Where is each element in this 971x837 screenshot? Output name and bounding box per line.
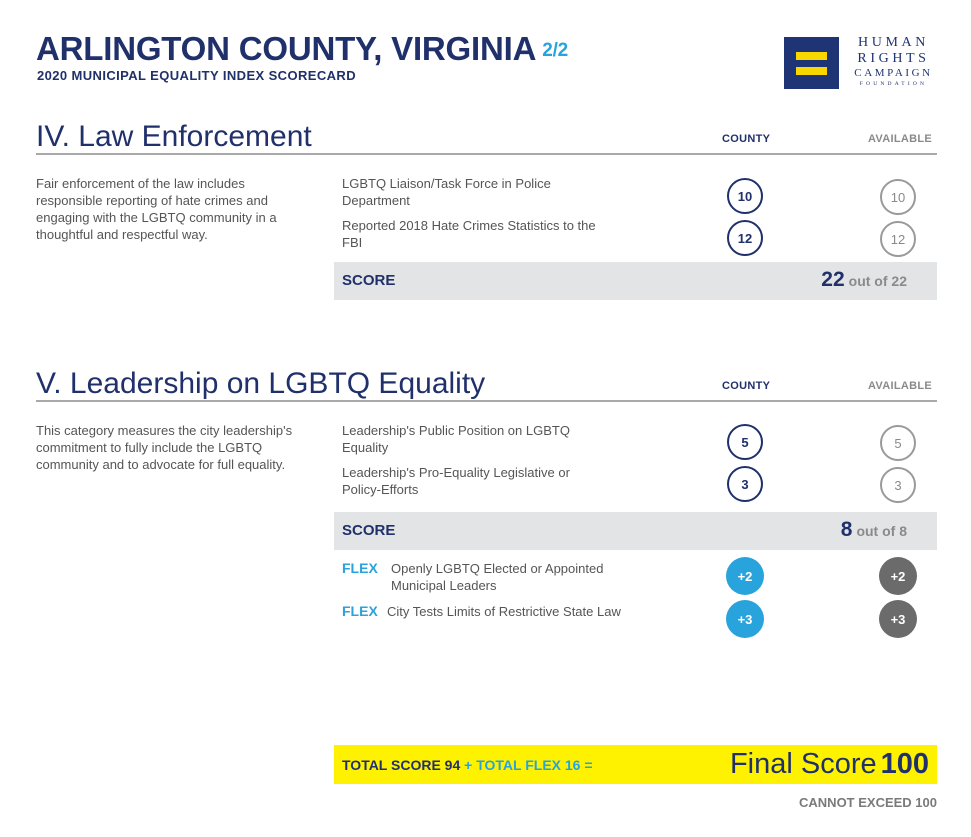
page-number: 2/2: [542, 40, 569, 61]
flex-available-score-circle: +2: [879, 557, 917, 595]
available-score-circle: 10: [880, 179, 916, 215]
flex-criterion-label: Openly LGBTQ Elected or Appointed Municipal Leaders: [391, 561, 604, 593]
section-title-law-enforcement: IV. Law Enforcement: [36, 120, 312, 153]
section-title-leadership: V. Leadership on LGBTQ Equality: [36, 367, 486, 400]
final-score-label: Final Score: [729, 748, 877, 780]
criterion-label: Leadership's Pro-Equality Legislative or Policy-Efforts: [342, 465, 570, 497]
section-divider: [36, 153, 937, 155]
final-score: [730, 748, 929, 781]
score-cap-note: CANNOT EXCEED 100: [799, 795, 937, 810]
logo-bar-bottom: [796, 67, 827, 75]
logo-line2: RIGHTS: [857, 51, 930, 66]
score-label: SCORE: [342, 272, 396, 289]
hrc-logo: [784, 35, 939, 90]
section-divider: [36, 400, 937, 402]
logo-bar-top: [796, 52, 827, 60]
score-out-of: out of 8: [856, 523, 907, 539]
logo-line4: FOUNDATION: [859, 81, 928, 87]
criterion-label: Reported 2018 Hate Crimes Statistics to the FBI: [342, 218, 596, 250]
logo-line3: CAMPAIGN: [854, 67, 933, 79]
score-number: 8: [840, 518, 853, 541]
equals-sign: =: [584, 757, 593, 773]
plus-sign: +: [464, 757, 473, 773]
criterion-label: LGBTQ Liaison/Task Force in Police Department: [342, 176, 551, 208]
total-formula: [342, 757, 593, 773]
page-title: [36, 30, 568, 68]
county-score-circle: 5: [727, 424, 763, 460]
column-header-available: AVAILABLE: [868, 133, 933, 145]
column-header-county: COUNTY: [722, 380, 771, 392]
logo-line1: HUMAN: [858, 35, 929, 50]
score-out-of: out of 22: [848, 273, 907, 289]
score-value: [841, 518, 907, 542]
available-score-circle: 12: [880, 221, 916, 257]
flex-tag: FLEX: [342, 603, 378, 619]
logo-wordmark: [846, 35, 941, 89]
available-score-circle: 3: [880, 467, 916, 503]
flex-county-score-circle: +3: [726, 600, 764, 638]
page-title-text: ARLINGTON COUNTY, VIRGINIA: [36, 30, 537, 67]
county-score-circle: 3: [727, 466, 763, 502]
page-subtitle: 2020 MUNICIPAL EQUALITY INDEX SCORECARD: [37, 68, 356, 83]
score-value: [821, 268, 907, 292]
flex-available-score-circle: +3: [879, 600, 917, 638]
criterion-label: Leadership's Public Position on LGBTQ Equality: [342, 423, 570, 455]
flex-criterion-label: City Tests Limits of Restrictive State Law: [387, 604, 621, 619]
score-number: 22: [821, 268, 845, 291]
section-description: Fair enforcement of the law includes responsible reporting of hate crimes and engaging with the LGBTQ community in a thoughtful and respectful way.: [36, 176, 277, 242]
column-header-available: AVAILABLE: [868, 380, 933, 392]
score-label: SCORE: [342, 522, 396, 539]
final-score-value: 100: [880, 748, 929, 780]
section-score-bar: [334, 512, 937, 550]
available-score-circle: 5: [880, 425, 916, 461]
section-score-bar: [334, 262, 937, 300]
final-score-bar: [334, 745, 937, 784]
column-header-county: COUNTY: [722, 133, 771, 145]
county-score-circle: 12: [727, 220, 763, 256]
total-score: TOTAL SCORE 94: [342, 757, 461, 773]
equality-logo-icon: [784, 37, 839, 89]
total-flex: TOTAL FLEX 16: [476, 757, 581, 773]
county-score-circle: 10: [727, 178, 763, 214]
flex-tag: FLEX: [342, 560, 378, 576]
flex-county-score-circle: +2: [726, 557, 764, 595]
section-description: This category measures the city leadership's commitment to fully include the LGBTQ community and to advocate for full equality.: [36, 423, 293, 472]
